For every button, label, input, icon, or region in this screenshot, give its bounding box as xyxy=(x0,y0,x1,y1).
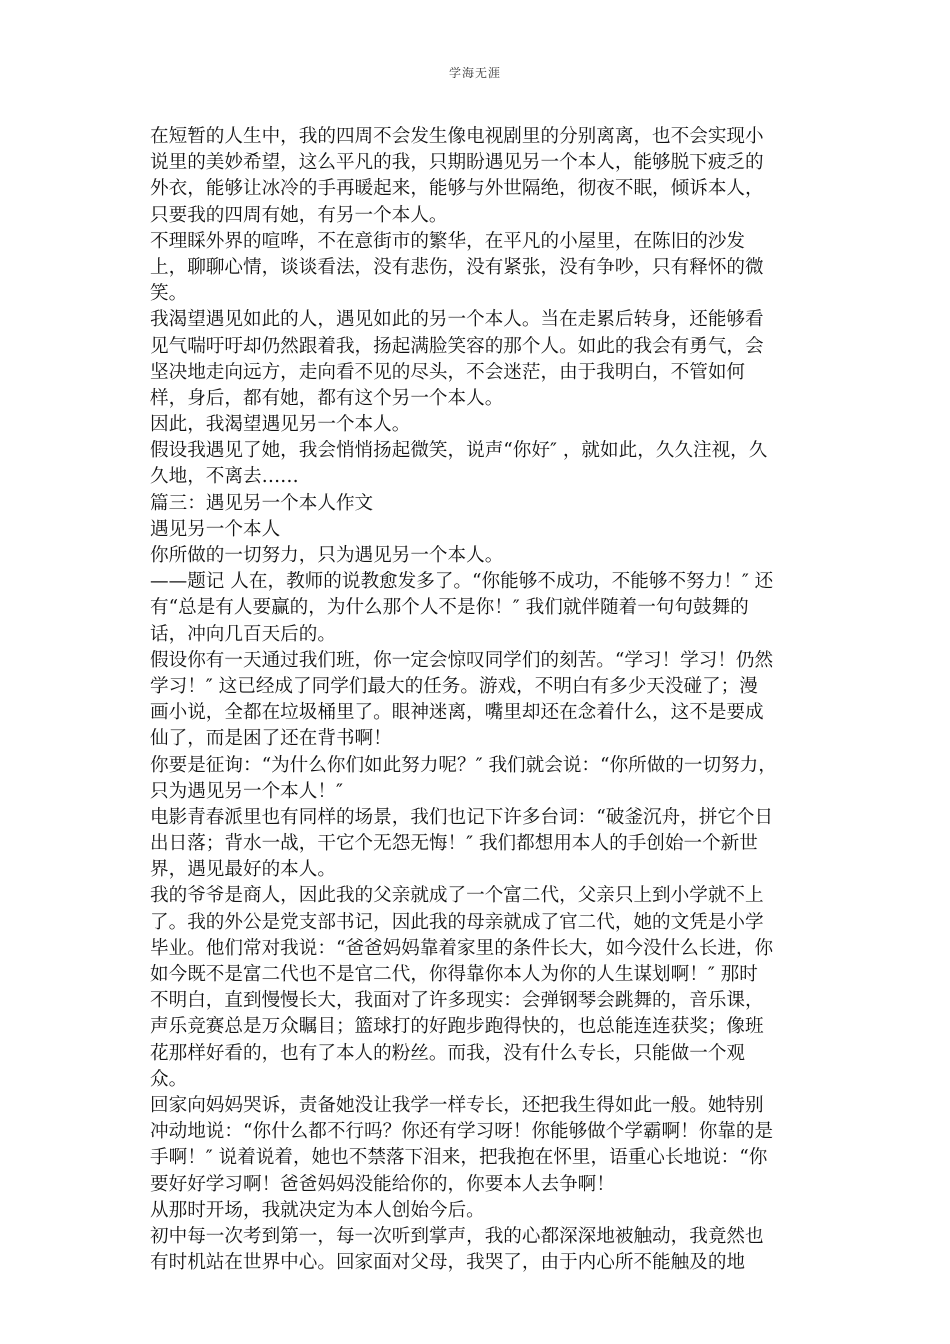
text-line: ——题记 人在，教师的说教愈发多了。“你能够不成功，不能够不努力！″ 还 xyxy=(150,571,774,593)
text-line: 只要我的四周有她，有另一个本人。 xyxy=(150,204,448,226)
text-line: 如今既不是富二代也不是官二代，你得靠你本人为你的人生谋划啊！″ 那时 xyxy=(150,964,758,985)
text-line: 声乐竞赛总是万众瞩目；篮球打的好跑步跑得快的，也总能连连获奖；像班 xyxy=(150,1016,764,1038)
text-line: 毕业。他们常对我说：“爸爸妈妈靠着家里的条件长大，如今没什么长进，你 xyxy=(150,937,774,959)
text-line: 只为遇见另一个本人！″ xyxy=(150,780,343,802)
text-line: 我渴望遇见如此的人，遇见如此的另一个本人。当在走累后转身，还能够看 xyxy=(150,309,764,331)
text-line: 众。 xyxy=(150,1068,188,1090)
text-line: 话，冲向几百天后的。 xyxy=(150,623,336,645)
text-line: 画小说，全都在垃圾桶里了。眼神迷离，嘴里却还在念着什么，这不是要成 xyxy=(150,702,764,724)
article-title: 遇见另一个本人 xyxy=(150,518,281,540)
text-line: 假设我遇见了她，我会悄悄扬起微笑，说声“你好″ ，就如此，久久注视，久 xyxy=(150,440,768,462)
text-line: 有“总是有人要赢的，为什么那个人不是你！″ 我们就伴随着一句句鼓舞的 xyxy=(150,597,749,619)
text-line: 因此，我渴望遇见另一个本人。 xyxy=(150,414,411,436)
text-line: 有时机站在世界中心。回家面对父母，我哭了，由于内心所不能触及的地 xyxy=(150,1252,746,1274)
text-line: 见气喘吁吁却仍然跟着我，扬起满脸笑容的那个人。如此的我会有勇气，会 xyxy=(150,335,764,357)
text-line: 说里的美妙希望，这么平凡的我，只期盼遇见另一个本人，能够脱下疲乏的 xyxy=(150,152,764,174)
text-line: 了。我的外公是党支部书记，因此我的母亲就成了官二代，她的文凭是小学 xyxy=(150,911,764,933)
text-line: 回家向妈妈哭诉，责备她没让我学一样专长，还把我生得如此一般。她特别 xyxy=(150,1094,764,1116)
text-line: 出日落；背水一战，干它个无怨无悔！″ 我们都想用本人的手创始一个新世 xyxy=(150,833,758,855)
text-line: 样，身后，都有她，都有这个另一个本人。 xyxy=(150,387,504,409)
text-line: 仙了，而是困了还在背书啊！ xyxy=(150,728,392,750)
text-line: 你要是征询：“为什么你们如此努力呢？″ 我们就会说：“你所做的一切努力， xyxy=(150,754,777,776)
text-line: 冲动地说：“你什么都不行吗？你还有学习呀！你能够做个学霸啊！你靠的是 xyxy=(150,1121,774,1143)
text-line: 花那样好看的，也有了本人的粉丝。而我，没有什么专长，只能做一个观 xyxy=(150,1042,746,1064)
text-line: 上，聊聊心情，谈谈看法，没有悲伤，没有紧张，没有争吵，只有释怀的微 xyxy=(150,256,764,278)
text-line: 要好好学习啊！爸爸妈妈没能给你的，你要本人去争啊！ xyxy=(150,1173,615,1195)
text-line: 电影青春派里也有同样的场景，我们也记下许多台词：“破釜沉舟，拼它个日 xyxy=(150,806,774,828)
text-line: 界，遇见最好的本人。 xyxy=(150,859,336,881)
document-body xyxy=(150,124,800,1276)
text-line: 我的爷爷是商人，因此我的父亲就成了一个富二代，父亲只上到小学就不上 xyxy=(150,885,764,907)
section-heading: 篇三：遇见另一个本人作文 xyxy=(150,492,374,514)
text-line: 手啊！″ 说着说着，她也不禁落下泪来，把我抱在怀里，语重心长地说：“你 xyxy=(150,1147,768,1169)
text-line: 坚决地走向远方，走向看不见的尽头，不会迷茫，由于我明白，不管如何 xyxy=(150,361,746,383)
text-line: 假设你有一天通过我们班，你一定会惊叹同学们的刻苦。“学习！学习！仍然 xyxy=(150,649,774,671)
text-line: 初中每一次考到第一，每一次听到掌声，我的心都深深地被触动，我竟然也 xyxy=(150,1225,764,1247)
text-line: 在短暂的人生中，我的四周不会发生像电视剧里的分别离离，也不会实现小 xyxy=(150,126,764,147)
page-header: 学海无涯 xyxy=(448,66,501,80)
text-line: 外衣，能够让冰冷的手再暖起来，能够与外世隔绝，彻夜不眠，倾诉本人， xyxy=(150,178,764,200)
text-line: 久地，不离去…… xyxy=(150,466,299,488)
text-line: 不明白，直到慢慢长大，我面对了许多现实：会弹钢琴会跳舞的，音乐课， xyxy=(150,990,764,1012)
text-line: 笑。 xyxy=(150,283,188,305)
text-line: 不理睬外界的喧哗，不在意街市的繁华，在平凡的小屋里，在陈旧的沙发 xyxy=(150,230,746,252)
text-line: 从那时开场，我就决定为本人创始今后。 xyxy=(150,1199,485,1221)
text-line: 你所做的一切努力，只为遇见另一个本人。 xyxy=(150,545,504,566)
text-line: 学习！″ 这已经成了同学们最大的任务。游戏，不明白有多少天没碰了；漫 xyxy=(150,675,758,697)
